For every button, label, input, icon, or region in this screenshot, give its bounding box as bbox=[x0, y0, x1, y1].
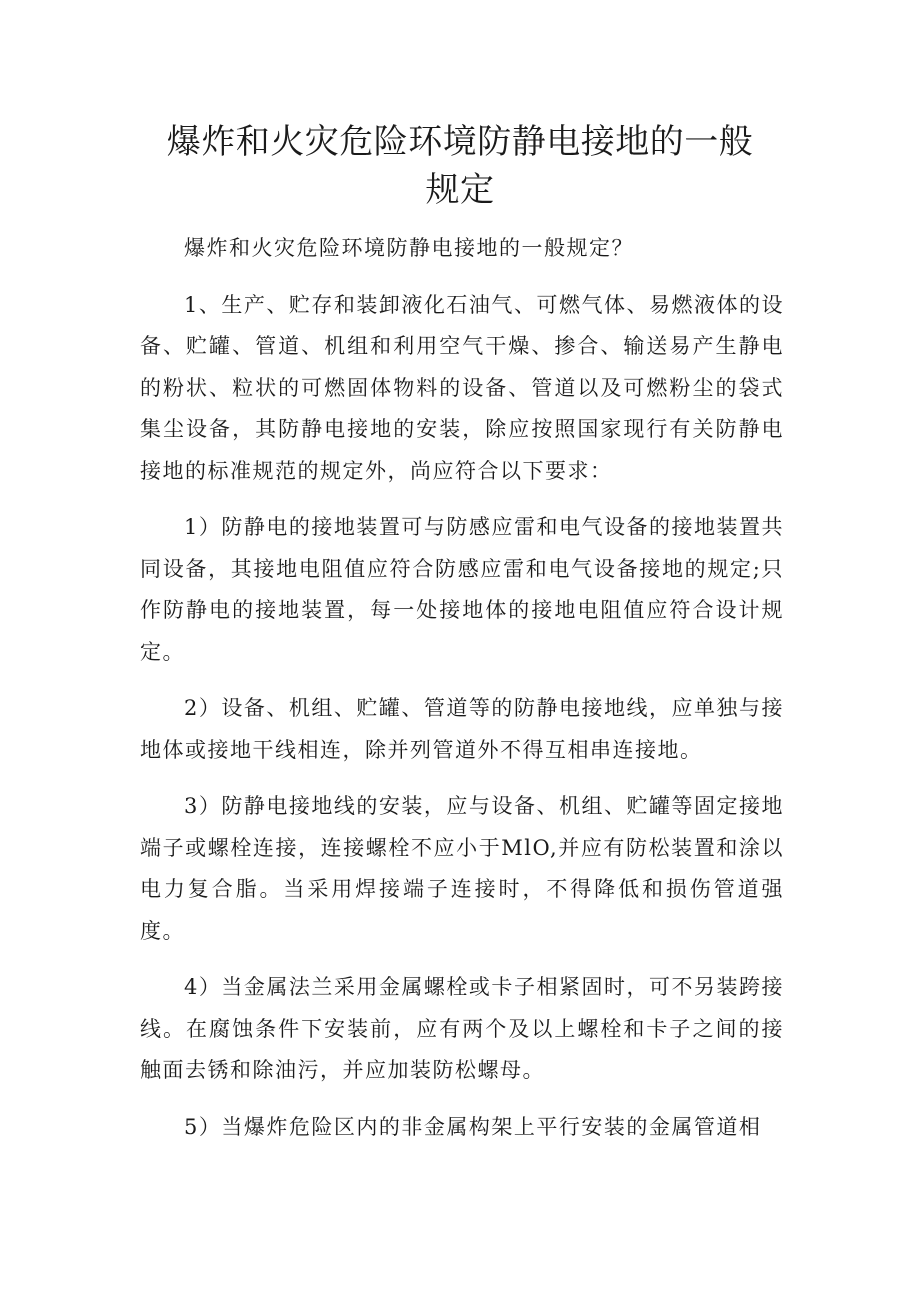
paragraph-subitem-1: 1）防静电的接地装置可与防感应雷和电气设备的接地装置共同设备，其接地电阻值应符合防感应雷和电气设备接地的规定;只作防静电的接地装置，每一处接地体的接地电阻值应符合设计规定。 bbox=[140, 515, 784, 664]
paragraph-item-1: 1、生产、贮存和装卸液化石油气、可燃气体、易燃液体的设备、贮罐、管道、机组和利用空气干燥、掺合、输送易产生静电的粉状、粒状的可燃固体物料的设备、管道以及可燃粉尘的袋式集尘设备，其防静电接地的安装，除应按照国家现行有关防静电接地的标准规范的规定外，尚应符合以下要求： bbox=[140, 292, 784, 483]
paragraph-subitem-5: 5）当爆炸危险区内的非金属构架上平行安装的金属管道相 bbox=[184, 1114, 762, 1139]
paragraph-subitem-3: 3）防静电接地线的安装，应与设备、机组、贮罐等固定接地端子或螺栓连接，连接螺栓不应小于MlO,并应有防松装置和涂以电力复合脂。当采用焊接端子连接时，不得降低和损伤管道强度。 bbox=[140, 794, 784, 943]
document-body bbox=[140, 228, 784, 1163]
paragraph-question: 爆炸和火灾危险环境防静电接地的一般规定？ bbox=[184, 236, 634, 260]
paragraph-subitem-4: 4）当金属法兰采用金属螺栓或卡子相紧固时，可不另装跨接线。在腐蚀条件下安装前，应有两个及以上螺栓和卡子之间的接触面去锈和除油污，并应加装防松螺母。 bbox=[140, 975, 784, 1082]
paragraph-subitem-2: 2）设备、机组、贮罐、管道等的防静电接地线，应单独与接地体或接地干线相连，除并列管道外不得互相串连接地。 bbox=[140, 696, 784, 762]
document-title: 爆炸和火灾危险环境防静电接地的一般规定 bbox=[166, 122, 754, 210]
